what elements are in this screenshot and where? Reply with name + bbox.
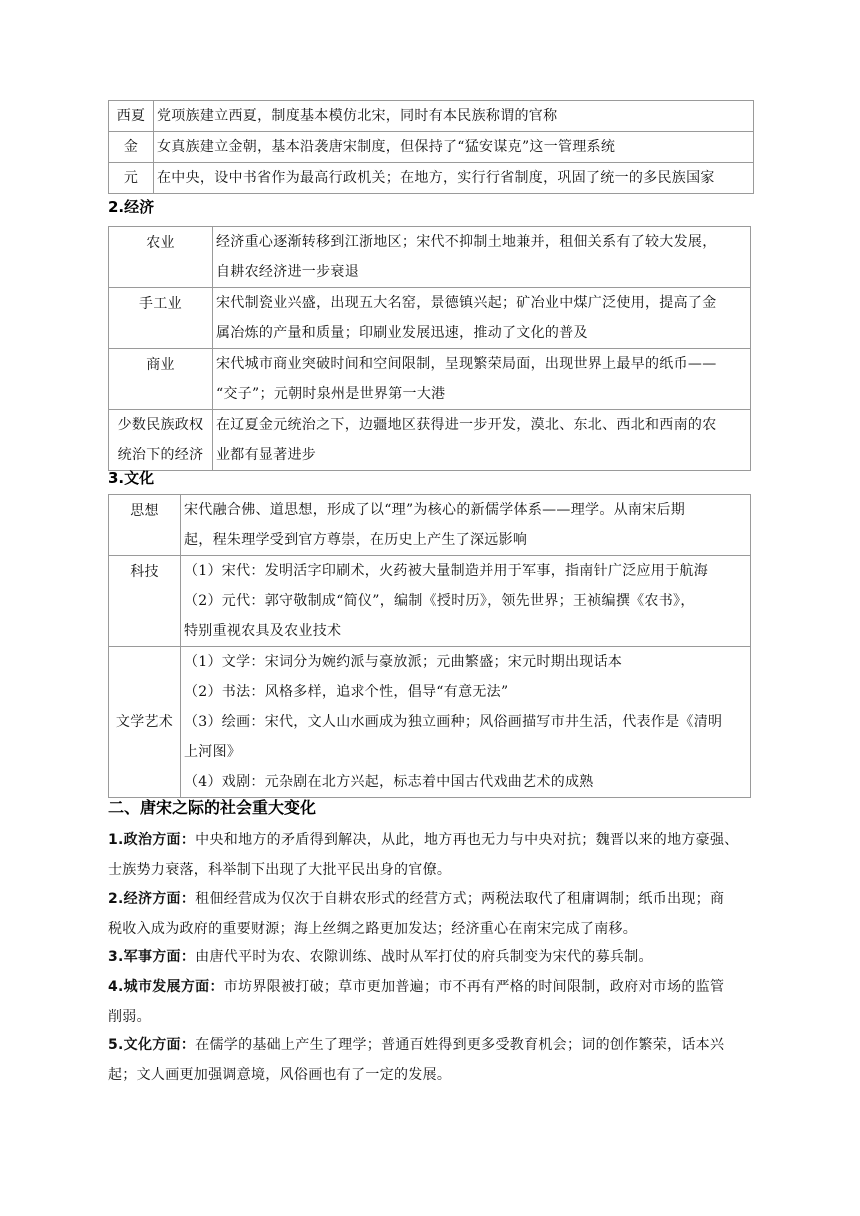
sector-name bbox=[109, 349, 213, 410]
text-line: 士族势力衰落，科举制下出现了大批平民出身的官僚。 bbox=[108, 861, 452, 878]
text-line: 属冶炼的产量和质量；印刷业发展迅速，推动了文化的普及 bbox=[216, 325, 588, 341]
text-line: 自耕农经济进一步衰退 bbox=[216, 264, 359, 280]
sector-name-line: 少数民族政权 bbox=[117, 417, 204, 433]
table-row bbox=[109, 556, 751, 647]
text-line: 宋代城市商业突破时间和空间限制，呈现繁荣局面，出现世界上最早的纸币—— bbox=[216, 356, 717, 372]
text-line: 在辽夏金元统治之下，边疆地区获得进一步开发，漠北、东北、西北和西南的农 bbox=[216, 417, 717, 433]
regime-name: 元 bbox=[109, 163, 154, 194]
sector-name-line: 手工业 bbox=[139, 296, 182, 312]
sector-description bbox=[213, 349, 751, 410]
table-row bbox=[109, 495, 751, 556]
sector-name-line: 农业 bbox=[146, 235, 175, 251]
change-economic bbox=[108, 885, 756, 944]
heading-economy: 2.经济 bbox=[108, 198, 155, 216]
text-line: 起，程朱理学受到官方尊崇，在历史上产生了深远影响 bbox=[184, 532, 528, 548]
table-row bbox=[109, 288, 751, 349]
table-row bbox=[109, 410, 751, 471]
culture-table bbox=[108, 494, 751, 798]
paragraph-label: 3.军事方面： bbox=[108, 949, 196, 965]
regime-description: 在中央，设中书省作为最高行政机关；在地方，实行行省制度，巩固了统一的多民族国家 bbox=[154, 163, 754, 194]
text-span: 由唐代平时为农、农隙训练、战时从军打仗的府兵制变为宋代的募兵制。 bbox=[195, 949, 653, 965]
economy-table bbox=[108, 226, 751, 471]
text-line: 削弱。 bbox=[108, 1008, 151, 1025]
text-line bbox=[108, 973, 756, 1003]
text-span: 租佃经营成为仅次于自耕农形式的经营方式；两税法取代了租庸调制；纸币出现；商 bbox=[195, 891, 725, 907]
change-cultural bbox=[108, 1031, 756, 1090]
text-line: 上河图》 bbox=[184, 744, 242, 760]
regime-name: 西夏 bbox=[109, 101, 154, 132]
change-urban bbox=[108, 973, 756, 1032]
sector-description bbox=[213, 288, 751, 349]
paragraph-label: 4.城市发展方面： bbox=[108, 979, 224, 995]
change-military bbox=[108, 943, 756, 973]
table-row bbox=[109, 132, 754, 163]
regime-description: 女真族建立金朝，基本沿袭唐宋制度，但保持了“猛安谋克”这一管理系统 bbox=[154, 132, 754, 163]
culture-category: 思想 bbox=[109, 495, 181, 556]
sector-name bbox=[109, 227, 213, 288]
text-line: 宋代融合佛、道思想，形成了以“理”为核心的新儒学体系——理学。从南宋后期 bbox=[184, 502, 686, 518]
culture-description bbox=[181, 647, 751, 798]
text-line: 经济重心逐渐转移到江浙地区；宋代不抑制土地兼并，租佃关系有了较大发展， bbox=[216, 234, 717, 250]
politics-table bbox=[108, 100, 754, 194]
sector-description bbox=[213, 227, 751, 288]
paragraph-label: 2.经济方面： bbox=[108, 891, 196, 907]
text-line: “交子”；元朝时泉州是世界第一大港 bbox=[216, 386, 446, 402]
change-political bbox=[108, 826, 756, 885]
culture-description bbox=[181, 495, 751, 556]
regime-name: 金 bbox=[109, 132, 154, 163]
sector-name-line: 统治下的经济 bbox=[117, 447, 204, 463]
section-title: 二、唐宋之际的社会重大变化 bbox=[108, 798, 317, 817]
regime-description: 党项族建立西夏，制度基本模仿北宋，同时有本民族称谓的官称 bbox=[154, 101, 754, 132]
text-line: 税收入成为政府的重要财源；海上丝绸之路更加发达；经济重心在南宋完成了南移。 bbox=[108, 920, 638, 937]
text-line bbox=[108, 1031, 756, 1061]
text-line: （1）文学：宋词分为婉约派与豪放派；元曲繁盛；宋元时期出现话本 bbox=[184, 654, 623, 670]
culture-category: 科技 bbox=[109, 556, 181, 647]
text-line: （2）书法：风格多样，追求个性，倡导“有意无法” bbox=[184, 684, 509, 700]
text-line bbox=[108, 826, 756, 856]
text-line: 特别重视农具及农业技术 bbox=[184, 623, 342, 639]
sector-name-line: 商业 bbox=[146, 357, 175, 373]
text-span: 中央和地方的矛盾得到解决，从此，地方再也无力与中央对抗；魏晋以来的地方豪强、 bbox=[195, 832, 739, 848]
text-line: 宋代制瓷业兴盛，出现五大名窑，景德镇兴起；矿冶业中煤广泛使用，提高了金 bbox=[216, 295, 717, 311]
culture-category: 文学艺术 bbox=[109, 647, 181, 798]
sector-name bbox=[109, 288, 213, 349]
sector-name bbox=[109, 410, 213, 471]
sector-description bbox=[213, 410, 751, 471]
text-line bbox=[108, 885, 756, 915]
text-line: 起；文人画更加强调意境，风俗画也有了一定的发展。 bbox=[108, 1066, 452, 1083]
text-span: 市坊界限被打破；草市更加普遍；市不再有严格的时间限制，政府对市场的监管 bbox=[223, 979, 725, 995]
table-row bbox=[109, 647, 751, 798]
text-line bbox=[108, 943, 756, 973]
heading-culture: 3.文化 bbox=[108, 469, 155, 487]
text-line: （3）绘画：宋代，文人山水画成为独立画种；风俗画描写市井生活，代表作是《清明 bbox=[184, 714, 723, 730]
text-line: （4）戏剧：元杂剧在北方兴起，标志着中国古代戏曲艺术的成熟 bbox=[184, 774, 594, 790]
text-line: （2）元代：郭守敬制成“简仪”，编制《授时历》，领先世界；王祯编撰《农书》， bbox=[184, 593, 695, 609]
paragraph-label: 1.政治方面： bbox=[108, 832, 196, 848]
culture-description bbox=[181, 556, 751, 647]
text-line: 业都有显著进步 bbox=[216, 447, 317, 463]
paragraph-label: 5.文化方面： bbox=[108, 1037, 196, 1053]
text-line: （1）宋代：发明活字印刷术，火药被大量制造并用于军事，指南针广泛应用于航海 bbox=[184, 563, 709, 579]
text-span: 在儒学的基础上产生了理学；普通百姓得到更多受教育机会；词的创作繁荣，话本兴 bbox=[195, 1037, 725, 1053]
table-row bbox=[109, 349, 751, 410]
table-row bbox=[109, 163, 754, 194]
table-row bbox=[109, 227, 751, 288]
table-row bbox=[109, 101, 754, 132]
